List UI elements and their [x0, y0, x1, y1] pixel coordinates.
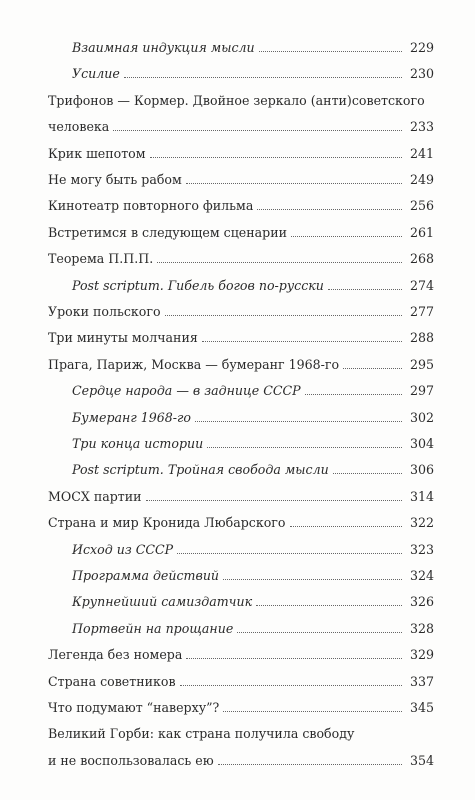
dot-leader — [150, 157, 402, 158]
toc-entry-title: Post scriptum. Тройная свобода мысли — [72, 462, 329, 478]
toc-entry-title-line1: Великий Горби: как страна получила свободу — [48, 726, 355, 742]
dot-leader — [207, 447, 402, 448]
toc-entry-title: Страна советников — [48, 673, 176, 689]
dot-leader — [237, 632, 402, 633]
toc-entry-page-number: 314 — [410, 488, 435, 504]
toc-entry-title: Три минуты молчания — [48, 330, 198, 346]
toc-entry-page-number: 261 — [410, 224, 435, 240]
toc-entry — [48, 252, 434, 266]
toc-entry-page-number: 229 — [410, 40, 435, 55]
toc-entry — [48, 490, 434, 504]
toc-entry — [48, 675, 434, 689]
dot-leader — [343, 368, 402, 369]
toc-entry-title: Три конца истории — [72, 436, 204, 451]
dot-leader — [290, 526, 403, 527]
dot-leader — [305, 394, 402, 395]
toc-entry — [48, 358, 434, 372]
toc-entry — [48, 331, 434, 345]
toc-entry-title: МОСХ партии — [48, 488, 142, 504]
toc-entry — [48, 41, 434, 55]
toc-entry-title: Бумеранг 1968-го — [72, 409, 191, 425]
dot-leader — [186, 658, 402, 659]
toc-entry — [48, 727, 434, 767]
toc-entry-title-line1: Трифонов — Кормер. Двойное зеркало (анти)советского — [48, 92, 425, 108]
toc-entry-page-number: 302 — [410, 409, 435, 425]
toc-entry-page-number: 249 — [410, 172, 435, 187]
toc-entry-page-number: 268 — [410, 251, 435, 267]
dot-leader — [291, 236, 402, 237]
toc-entry — [48, 173, 434, 187]
toc-entry-page-number: 274 — [410, 277, 435, 293]
dot-leader — [328, 289, 402, 290]
dot-leader — [157, 262, 402, 263]
toc-entry-page-number: 345 — [410, 700, 435, 715]
dot-leader — [256, 605, 402, 606]
toc-entry-page-number: 323 — [410, 541, 435, 557]
toc-entry — [48, 463, 434, 477]
toc-entry — [48, 94, 434, 134]
toc-entry — [48, 595, 434, 609]
toc-entry-title: Программа действий — [72, 568, 220, 583]
toc-entry-page-number: 324 — [410, 568, 435, 583]
toc-entry-page-number: 329 — [410, 647, 435, 663]
toc-entry — [48, 67, 434, 81]
dot-leader — [223, 711, 402, 712]
toc-entry-page-number: 304 — [410, 436, 435, 451]
toc-entry — [48, 701, 434, 715]
toc-entry-page-number: 328 — [410, 620, 435, 636]
toc-entry — [48, 437, 434, 451]
toc-entry-title: Прага, Париж, Москва — бумеранг 1968-го — [48, 356, 340, 372]
dot-leader — [113, 130, 402, 131]
toc-entry — [48, 279, 434, 293]
toc-entry-page-number: 230 — [410, 66, 435, 82]
toc-entry — [48, 147, 434, 161]
dot-leader — [186, 183, 402, 184]
dot-leader — [218, 764, 402, 765]
toc-entry — [48, 569, 434, 583]
toc-entry-title: Портвейн на прощание — [72, 620, 234, 636]
toc-entry-page-number: 256 — [410, 198, 435, 214]
dot-leader — [257, 209, 402, 210]
toc-entry-title: Сердце народа — в заднице СССР — [72, 383, 301, 399]
toc-entry — [48, 305, 434, 319]
toc-entry-page-number: 354 — [410, 752, 435, 768]
toc-entry-title: Исход из СССР — [72, 541, 174, 557]
toc-entry-page-number: 288 — [410, 330, 435, 346]
dot-leader — [202, 341, 402, 342]
dot-leader — [180, 685, 402, 686]
toc-entry — [48, 411, 434, 425]
toc-entry — [48, 384, 434, 398]
dot-leader — [165, 315, 402, 316]
toc-entry-title: Крупнейший самиздатчик — [72, 594, 253, 610]
toc-entry-title: Post scriptum. Гибель богов по-русски — [72, 277, 324, 293]
toc-entry-page-number: 295 — [410, 356, 435, 372]
toc-entry-title: Легенда без номера — [48, 647, 183, 663]
toc-entry-title: Что подумают “наверху”? — [48, 700, 220, 715]
toc-entry-title: Уроки польского — [48, 304, 161, 319]
toc-entry-title: и не воспользовалась ею — [48, 752, 214, 768]
toc-entry-page-number: 322 — [410, 515, 435, 531]
toc-entry-page-number: 337 — [410, 673, 435, 689]
toc-entry-title: Встретимся в следующем сценарии — [48, 224, 287, 240]
dot-leader — [223, 579, 402, 580]
toc-entry-title: Усилие — [72, 66, 120, 82]
toc-entry-title: человека — [48, 119, 110, 135]
dot-leader — [177, 553, 402, 554]
toc-entry — [48, 543, 434, 557]
dot-leader — [124, 77, 402, 78]
toc-entry-page-number: 233 — [410, 119, 435, 135]
toc-entry — [48, 226, 434, 240]
toc-entry-title: Страна и мир Кронида Любарского — [48, 515, 286, 531]
toc-entry-page-number: 241 — [410, 145, 435, 161]
toc-entry-page-number: 277 — [410, 304, 435, 319]
toc-entry — [48, 199, 434, 213]
dot-leader — [259, 51, 402, 52]
dot-leader — [195, 421, 402, 422]
toc-entry-title: Крик шепотом — [48, 145, 146, 161]
toc-entry-title: Взаимная индукция мысли — [72, 40, 255, 55]
dot-leader — [146, 500, 402, 501]
toc-entry-page-number: 306 — [410, 462, 435, 478]
dot-leader — [333, 473, 402, 474]
toc-entry-title: Не могу быть рабом — [48, 172, 182, 187]
toc-entry-title: Теорема П.П.П. — [48, 251, 154, 267]
toc-entry-title: Кинотеатр повторного фильма — [48, 198, 254, 214]
toc-entry — [48, 622, 434, 636]
toc-entry-page-number: 297 — [410, 383, 435, 399]
toc-entry — [48, 648, 434, 662]
toc-entry-page-number: 326 — [410, 594, 435, 610]
toc-entry — [48, 516, 434, 530]
